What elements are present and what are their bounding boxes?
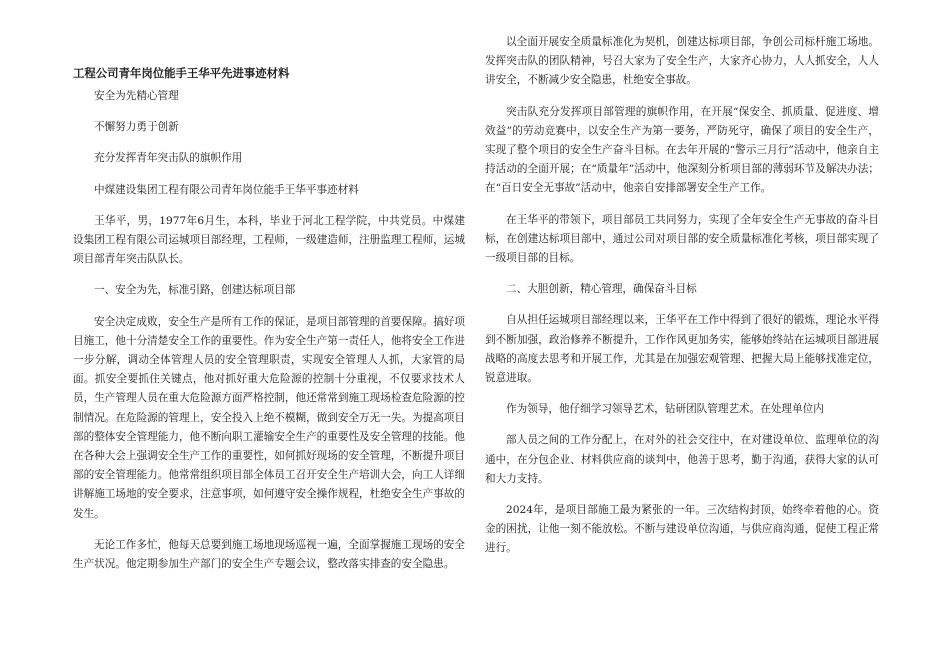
paragraph-site-inspection: 无论工作多忙，他每天总要到施工场地现场巡视一遍，全面掌握施工现场的安全生产状况。他定期参加生产部门的安全生产专题会议，整改落实排查的安全隐患。 [73,538,465,571]
document-title: 工程公司青年岗位能手王华平先进事迹材料 [73,66,290,80]
paragraph-2024: 2024年，是项目部施工最为紧张的一年。三次结构封顶，始终牵着他的心。资金的困扰，让他一刻不能放松。不断与建设单位沟通，与供应商沟通，促使工程正常进行。 [485,504,879,555]
paragraph-profile: 王华平，男，1977年6月生，本科，毕业于河北工程学院，中共党员。中煤建设集团工程有限公司运城项目部经理，工程师，一级建造师，注册监理工程师，运城项目部青年突击队队长。 [73,214,465,266]
paragraph-leadership: 作为领导，他仔细学习领导艺术，钻研团队管理艺术。在处理单位内 [506,403,824,416]
section-heading-2: 二、大胆创新，精心管理，确保奋斗目标 [506,283,697,296]
right-column [485,33,879,571]
subtitle-innovation: 不懈努力勇于创新 [94,121,179,134]
subtitle-safety: 安全为先精心管理 [94,90,179,102]
subtitle-company: 中煤建设集团工程有限公司青年岗位能手王华平事迹材料 [94,183,359,196]
paragraph-manager-growth: 自从担任运城项目部经理以来，王华平在工作中得到了很好的锻炼，理论水平得到不断加强，政治修养不断提升，工作作风更加务实，能够始终站在运城项目部进展战略的高度去思考和开展工作，尤其是在加强宏观管理、把握大局上能够找准定位，锐意进取。 [485,314,879,385]
left-column [73,64,465,586]
subtitle-youth-team: 充分发挥青年突击队的旗帜作用 [94,152,243,165]
section-heading-1: 一、安全为先，标准引路，创建达标项目部 [94,284,296,297]
paragraph-communication: 部人员之间的工作分配上，在对外的社会交往中，在对建设单位、监理单位的沟通中，在分包企业、材料供应商的谈判中，他善于思考，勤于沟通，获得大家的认可和大力支持。 [485,434,879,485]
paragraph-safety-management: 安全决定成败，安全生产是所有工作的保证，是项目部管理的首要保障。搞好项目施工，他十分清楚安全工作的重要性。作为安全生产第一责任人，他将安全工作进一步分解，调动全体管理人员的安全管理职责，实现安全管理人人抓，大家管的局面。抓安全要抓住关键点，他对抓好重大危险源的控制十分重视，不仅要求技术人员，生产管理人员在重大危险源方面严格控制，他还常常到施工现场检查危险源的控制情况。在危险源的管理上，安全投入上绝不模糊，做到安全万无一失。为提高项目部的整体安全管理能力，他不断向职工灌输安全生产的重要性及安全管理的技能。他在各种大会上强调安全生产工作的重要性，如何抓好现场的安全管理，不断提升项目部的安全管理能力。他常常组织项目部全体员工召开安全生产培训大会，向工人详细讲解施工场地的安全要求，注意事项，如何遵守安全操作规程，杜绝安全生产事故的发生。 [73,315,465,520]
paragraph-achievement: 在王华平的带领下，项目部员工共同努力，实现了全年安全生产无事故的奋斗目标，在创建达标项目部中，通过公司对项目部的安全质量标准化考核，项目部实现了一级项目部的目标。 [485,213,879,265]
paragraph-standardization: 以全面开展安全质量标准化为契机，创建达标项目部，争创公司标杆施工场地。发挥突击队的团队精神，号召大家为了安全生产，大家齐心协力，人人抓安全，人人讲安全，不断减少安全隐患，杜绝安全事故。 [485,36,879,87]
paragraph-shock-team: 突击队充分发挥项目部管理的旗帜作用，在开展“保安全、抓质量、促进度、增效益”的劳动竞赛中，以安全生产为第一要务，严防死守，确保了项目的安全生产，实现了整个项目的安全生产奋斗目标。在去年开展的“警示三月行”活动中，他亲自主持活动的全面开展；在“质量年”活动中，他深刻分析项目部的薄弱环节及解决办法；在“百日安全无事故”活动中，他亲自安排部署安全生产工作。 [485,105,879,195]
